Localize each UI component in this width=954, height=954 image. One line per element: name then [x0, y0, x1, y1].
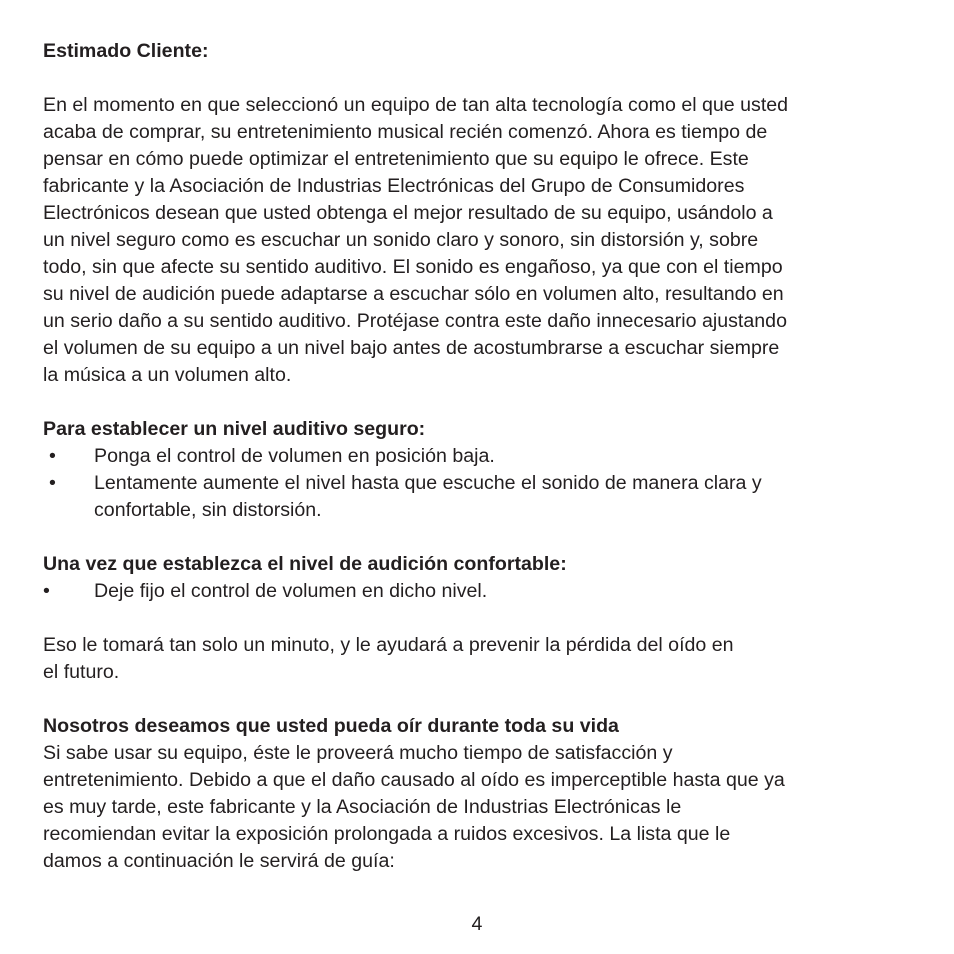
spacer: [43, 65, 923, 92]
intro-line: Electrónicos desean que usted obtenga el mejor resultado de su equipo, usándolo a: [43, 202, 773, 224]
body-line: es muy tarde, este fabricante y la Asociación de Industrias Electrónicas le: [43, 796, 682, 818]
intro-line: todo, sin que afecte su sentido auditivo. El sonido es engañoso, ya que con el tiempo: [43, 256, 783, 278]
list-item-text: Deje fijo el control de volumen en dicho nivel.: [94, 580, 488, 602]
safe-level-heading: Para establecer un nivel auditivo seguro:: [43, 418, 426, 440]
bullet-icon: •: [43, 580, 50, 602]
list-item-text: confortable, sin distorsión.: [94, 499, 322, 521]
intro-line: su nivel de audición puede adaptarse a escuchar sólo en volumen alto, resultando en: [43, 283, 784, 305]
intro-line: el volumen de su equipo a un nivel bajo antes de acostumbrarse a escuchar siempre: [43, 337, 780, 359]
list-item: [43, 578, 923, 605]
intro-line: En el momento en que seleccionó un equipo de tan alta tecnología como el que usted: [43, 94, 789, 116]
bullet-icon: •: [49, 472, 56, 494]
body-line: Si sabe usar su equipo, éste le proveerá mucho tiempo de satisfacción y: [43, 742, 673, 764]
list-item-text: Ponga el control de volumen en posición baja.: [94, 445, 495, 467]
intro-line: un nivel seguro como es escuchar un sonido claro y sonoro, sin distorsión y, sobre: [43, 229, 759, 251]
intro-line: la música a un volumen alto.: [43, 364, 292, 386]
spacer: [43, 524, 923, 551]
comfortable-level-heading: Una vez que establezca el nivel de audición confortable:: [43, 553, 567, 575]
safe-level-list: [43, 443, 923, 524]
closing-paragraph: [43, 632, 923, 686]
intro-paragraph: [43, 92, 923, 389]
greeting-heading: Estimado Cliente:: [43, 40, 209, 62]
intro-line: fabricante y la Asociación de Industrias Electrónicas del Grupo de Consumidores: [43, 175, 745, 197]
spacer: [43, 389, 923, 416]
intro-line: acaba de comprar, su entretenimiento musical recién comenzó. Ahora es tiempo de: [43, 121, 768, 143]
spacer: [43, 686, 923, 713]
list-item: [43, 470, 923, 524]
page-number: 4: [471, 913, 483, 935]
intro-line: un serio daño a su sentido auditivo. Protéjase contra este daño innecesario ajustando: [43, 310, 787, 332]
body-line: recomiendan evitar la exposición prolongada a ruidos excesivos. La lista que le: [43, 823, 731, 845]
intro-line: pensar en cómo puede optimizar el entretenimiento que su equipo le ofrece. Este: [43, 148, 749, 170]
lifetime-hearing-paragraph: [43, 740, 923, 875]
document-page: [43, 38, 923, 875]
closing-line: Eso le tomará tan solo un minuto, y le ayudará a prevenir la pérdida del oído en: [43, 634, 734, 656]
body-line: entretenimiento. Debido a que el daño causado al oído es imperceptible hasta que ya: [43, 769, 785, 791]
list-item-text: Lentamente aumente el nivel hasta que escuche el sonido de manera clara y: [94, 472, 762, 494]
bullet-icon: •: [49, 445, 56, 467]
spacer: [43, 605, 923, 632]
closing-line: el futuro.: [43, 661, 120, 683]
lifetime-hearing-heading: Nosotros deseamos que usted pueda oír durante toda su vida: [43, 715, 619, 737]
list-item: [43, 443, 923, 470]
comfortable-level-list: [43, 578, 923, 605]
body-line: damos a continuación le servirá de guía:: [43, 850, 395, 872]
